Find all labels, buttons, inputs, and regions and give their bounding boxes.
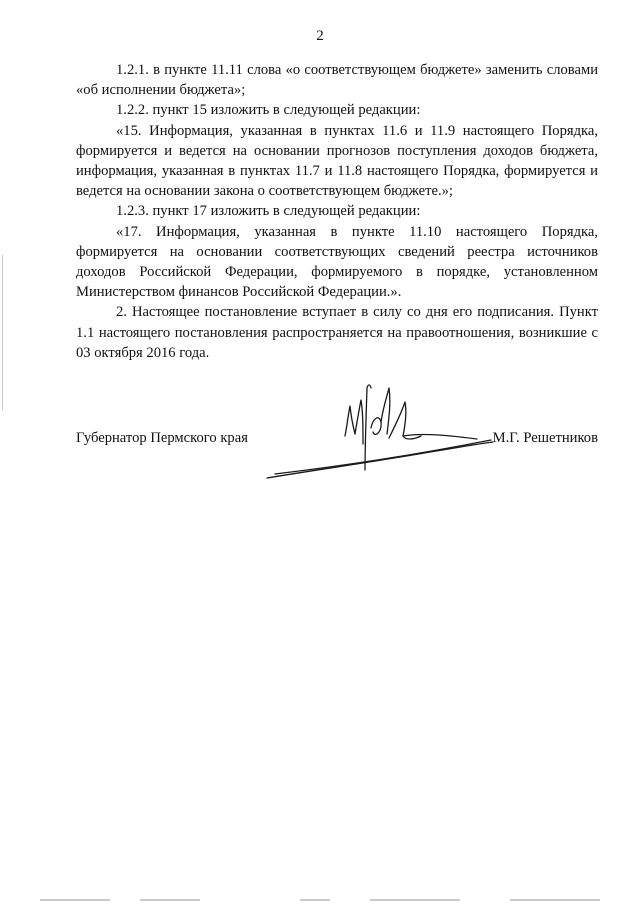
paragraph-2: 2. Настоящее постановление вступает в силу со дня его подписания. Пункт 1.1 настоящего постановления распространяется на правоотношения, возникшие с 03 октября 2016 года. (76, 304, 598, 361)
scan-edge-line (2, 255, 3, 410)
signatory-title: Губернатор Пермского края (76, 430, 248, 446)
paragraph-1-2-2: 1.2.2. пункт 15 изложить в следующей редакции: (116, 102, 421, 119)
paragraph-1-2-3: 1.2.3. пункт 17 изложить в следующей редакции: (116, 203, 421, 220)
signature-block (76, 430, 598, 450)
paragraph-1-2-1: 1.2.1. в пункте 11.11 слова «о соответствующем бюджете» заменить словами «об исполнении бюджета»; (76, 62, 598, 99)
signatory-name: М.Г. Решетников (492, 430, 598, 446)
paragraph-item-17: «17. Информация, указанная в пункте 11.10 настоящего Порядка, формируется на основании соответствующих сведений реестра источников доходов Российской Федерации, формируемого в порядке, установленном Министерством финансов Российской Федерации.». (76, 223, 598, 301)
scan-bottom-marks (0, 898, 640, 902)
document-body (76, 60, 598, 363)
page-number: 2 (316, 28, 324, 44)
paragraph-item-15: «15. Информация, указанная в пунктах 11.6 и 11.9 настоящего Порядка, формируется и ведется на основании прогнозов поступления доходов бюджета, информация, указанная в пунктах 11.7 и 11.8 настоящего Порядка, формируется и ведется на основании закона о соответствующем бюджете.»; (76, 122, 598, 200)
